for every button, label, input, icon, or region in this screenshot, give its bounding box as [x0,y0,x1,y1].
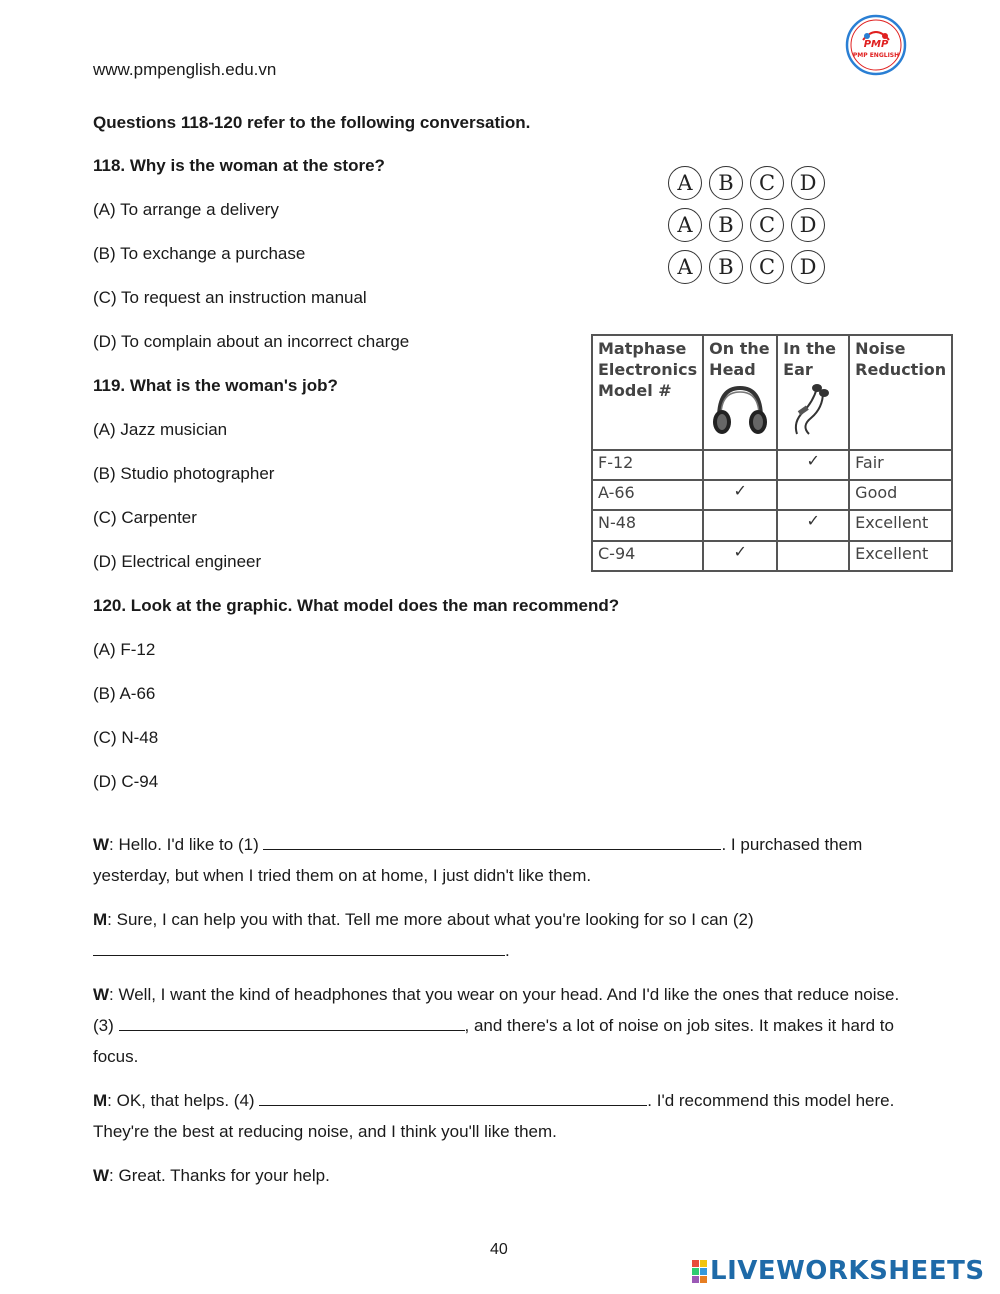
table-row [592,510,952,540]
headphone-model-table [591,334,947,572]
model-cell: F-12 [592,450,703,480]
header-on-head-label: On the Head [709,339,770,379]
noise-cell: Excellent [849,541,952,571]
svg-text:PMP: PMP [863,39,889,50]
blank-1-input[interactable] [263,831,721,850]
earbuds-icon [783,382,843,438]
header-model: Matphase Electronics Model # [592,335,703,450]
answer-bubbles [668,166,840,292]
speaker-label: M [93,910,108,929]
question-118-stem: 118. Why is the woman at the store? [93,156,385,175]
answer-118-a-bubble[interactable]: A [668,166,702,200]
answer-118-b-bubble[interactable]: B [709,166,743,200]
model-cell: N-48 [592,510,703,540]
answer-row-119 [668,208,840,244]
page-number: 40 [490,1241,508,1258]
liveworksheets-brand: LIVEWORKSHEETS [710,1256,985,1286]
speaker-label: W [93,1166,110,1185]
question-119-option-b: (B) Studio photographer [93,464,275,483]
noise-cell: Good [849,480,952,510]
conversation-line-1 [93,829,913,891]
answer-120-c-bubble[interactable]: C [750,250,784,284]
conversation-text: : Sure, I can help you with that. Tell me more about what you're looking for so I can (2) [107,910,754,929]
table-row [592,541,952,571]
answer-118-c-bubble[interactable]: C [750,166,784,200]
in-ear-cell: ✓ [777,450,849,480]
conversation-text: , and there's a lot of noise on job sites. It makes it hard to focus. [93,1016,894,1066]
pmp-english-logo [845,14,907,76]
question-120-option-a: (A) F-12 [93,640,156,659]
header-in-ear [777,335,849,450]
question-119-stem: 119. What is the woman's job? [93,376,338,395]
conversation-text: . I purchased them yesterday, but when I tried them on at home, I just didn't like them. [93,835,863,885]
question-120-option-b: (B) A-66 [93,684,156,703]
conversation-text: . [505,941,510,960]
speaker-label: W [93,985,110,1004]
conversation-line-5 [93,1160,913,1191]
answer-row-120 [668,250,840,286]
liveworksheets-logo[interactable] [692,1256,985,1286]
table-row [592,450,952,480]
answer-119-c-bubble[interactable]: C [750,208,784,242]
answer-118-d-bubble[interactable]: D [791,166,825,200]
in-ear-cell [777,541,849,571]
question-120-option-d: (D) C-94 [93,772,159,791]
model-cell: A-66 [592,480,703,510]
conversation-line-2 [93,904,913,966]
speaker-label: W [93,835,110,854]
conversation-line-3 [93,979,913,1072]
answer-120-a-bubble[interactable]: A [668,250,702,284]
model-cell: C-94 [592,541,703,571]
question-120-option-c: (C) N-48 [93,728,159,747]
question-119-option-d: (D) Electrical engineer [93,552,262,571]
conversation-line-4 [93,1085,913,1147]
answer-120-d-bubble[interactable]: D [791,250,825,284]
question-118-option-b: (B) To exchange a purchase [93,244,306,263]
header-in-ear-label: In the Ear [783,339,836,379]
answer-120-b-bubble[interactable]: B [709,250,743,284]
on-head-cell: ✓ [703,480,777,510]
noise-cell: Excellent [849,510,952,540]
table-row [592,480,952,510]
conversation-text: : Well, I want the kind of headphones that you wear on your head. And I'd like the ones that reduce noise. (3) [93,985,900,1035]
conversation-text: : Hello. I'd like to (1) [109,835,264,854]
question-119-option-a: (A) Jazz musician [93,420,228,439]
question-118-option-a: (A) To arrange a delivery [93,200,279,219]
over-ear-headphones-icon [709,382,771,436]
question-120-stem: 120. Look at the graphic. What model does the man recommend? [93,596,620,615]
header-noise: Noise Reduction [849,335,952,450]
question-118-option-d: (D) To complain about an incorrect charge [93,332,410,351]
question-119-option-c: (C) Carpenter [93,508,197,527]
header-on-head [703,335,777,450]
noise-cell: Fair [849,450,952,480]
in-ear-cell [777,480,849,510]
svg-text:PMP ENGLISH: PMP ENGLISH [852,52,900,59]
answer-119-a-bubble[interactable]: A [668,208,702,242]
speaker-label: M [93,1091,108,1110]
in-ear-cell: ✓ [777,510,849,540]
on-head-cell [703,450,777,480]
website-url: www.pmpenglish.edu.vn [93,60,277,79]
answer-119-d-bubble[interactable]: D [791,208,825,242]
section-intro: Questions 118-120 refer to the following conversation. [93,113,531,132]
conversation-text: : OK, that helps. (4) [107,1091,260,1110]
on-head-cell: ✓ [703,541,777,571]
liveworksheets-blocks-icon [692,1260,707,1283]
blank-2-input[interactable] [93,937,505,956]
blank-4-input[interactable] [259,1087,647,1106]
conversation-text: : Great. Thanks for your help. [109,1166,330,1185]
answer-row-118 [668,166,840,202]
question-118-option-c: (C) To request an instruction manual [93,288,367,307]
conversation-text: . I'd recommend this model here. They're the best at reducing noise, and I think you'll like them. [93,1091,895,1141]
blank-3-input[interactable] [119,1012,465,1031]
answer-119-b-bubble[interactable]: B [709,208,743,242]
on-head-cell [703,510,777,540]
